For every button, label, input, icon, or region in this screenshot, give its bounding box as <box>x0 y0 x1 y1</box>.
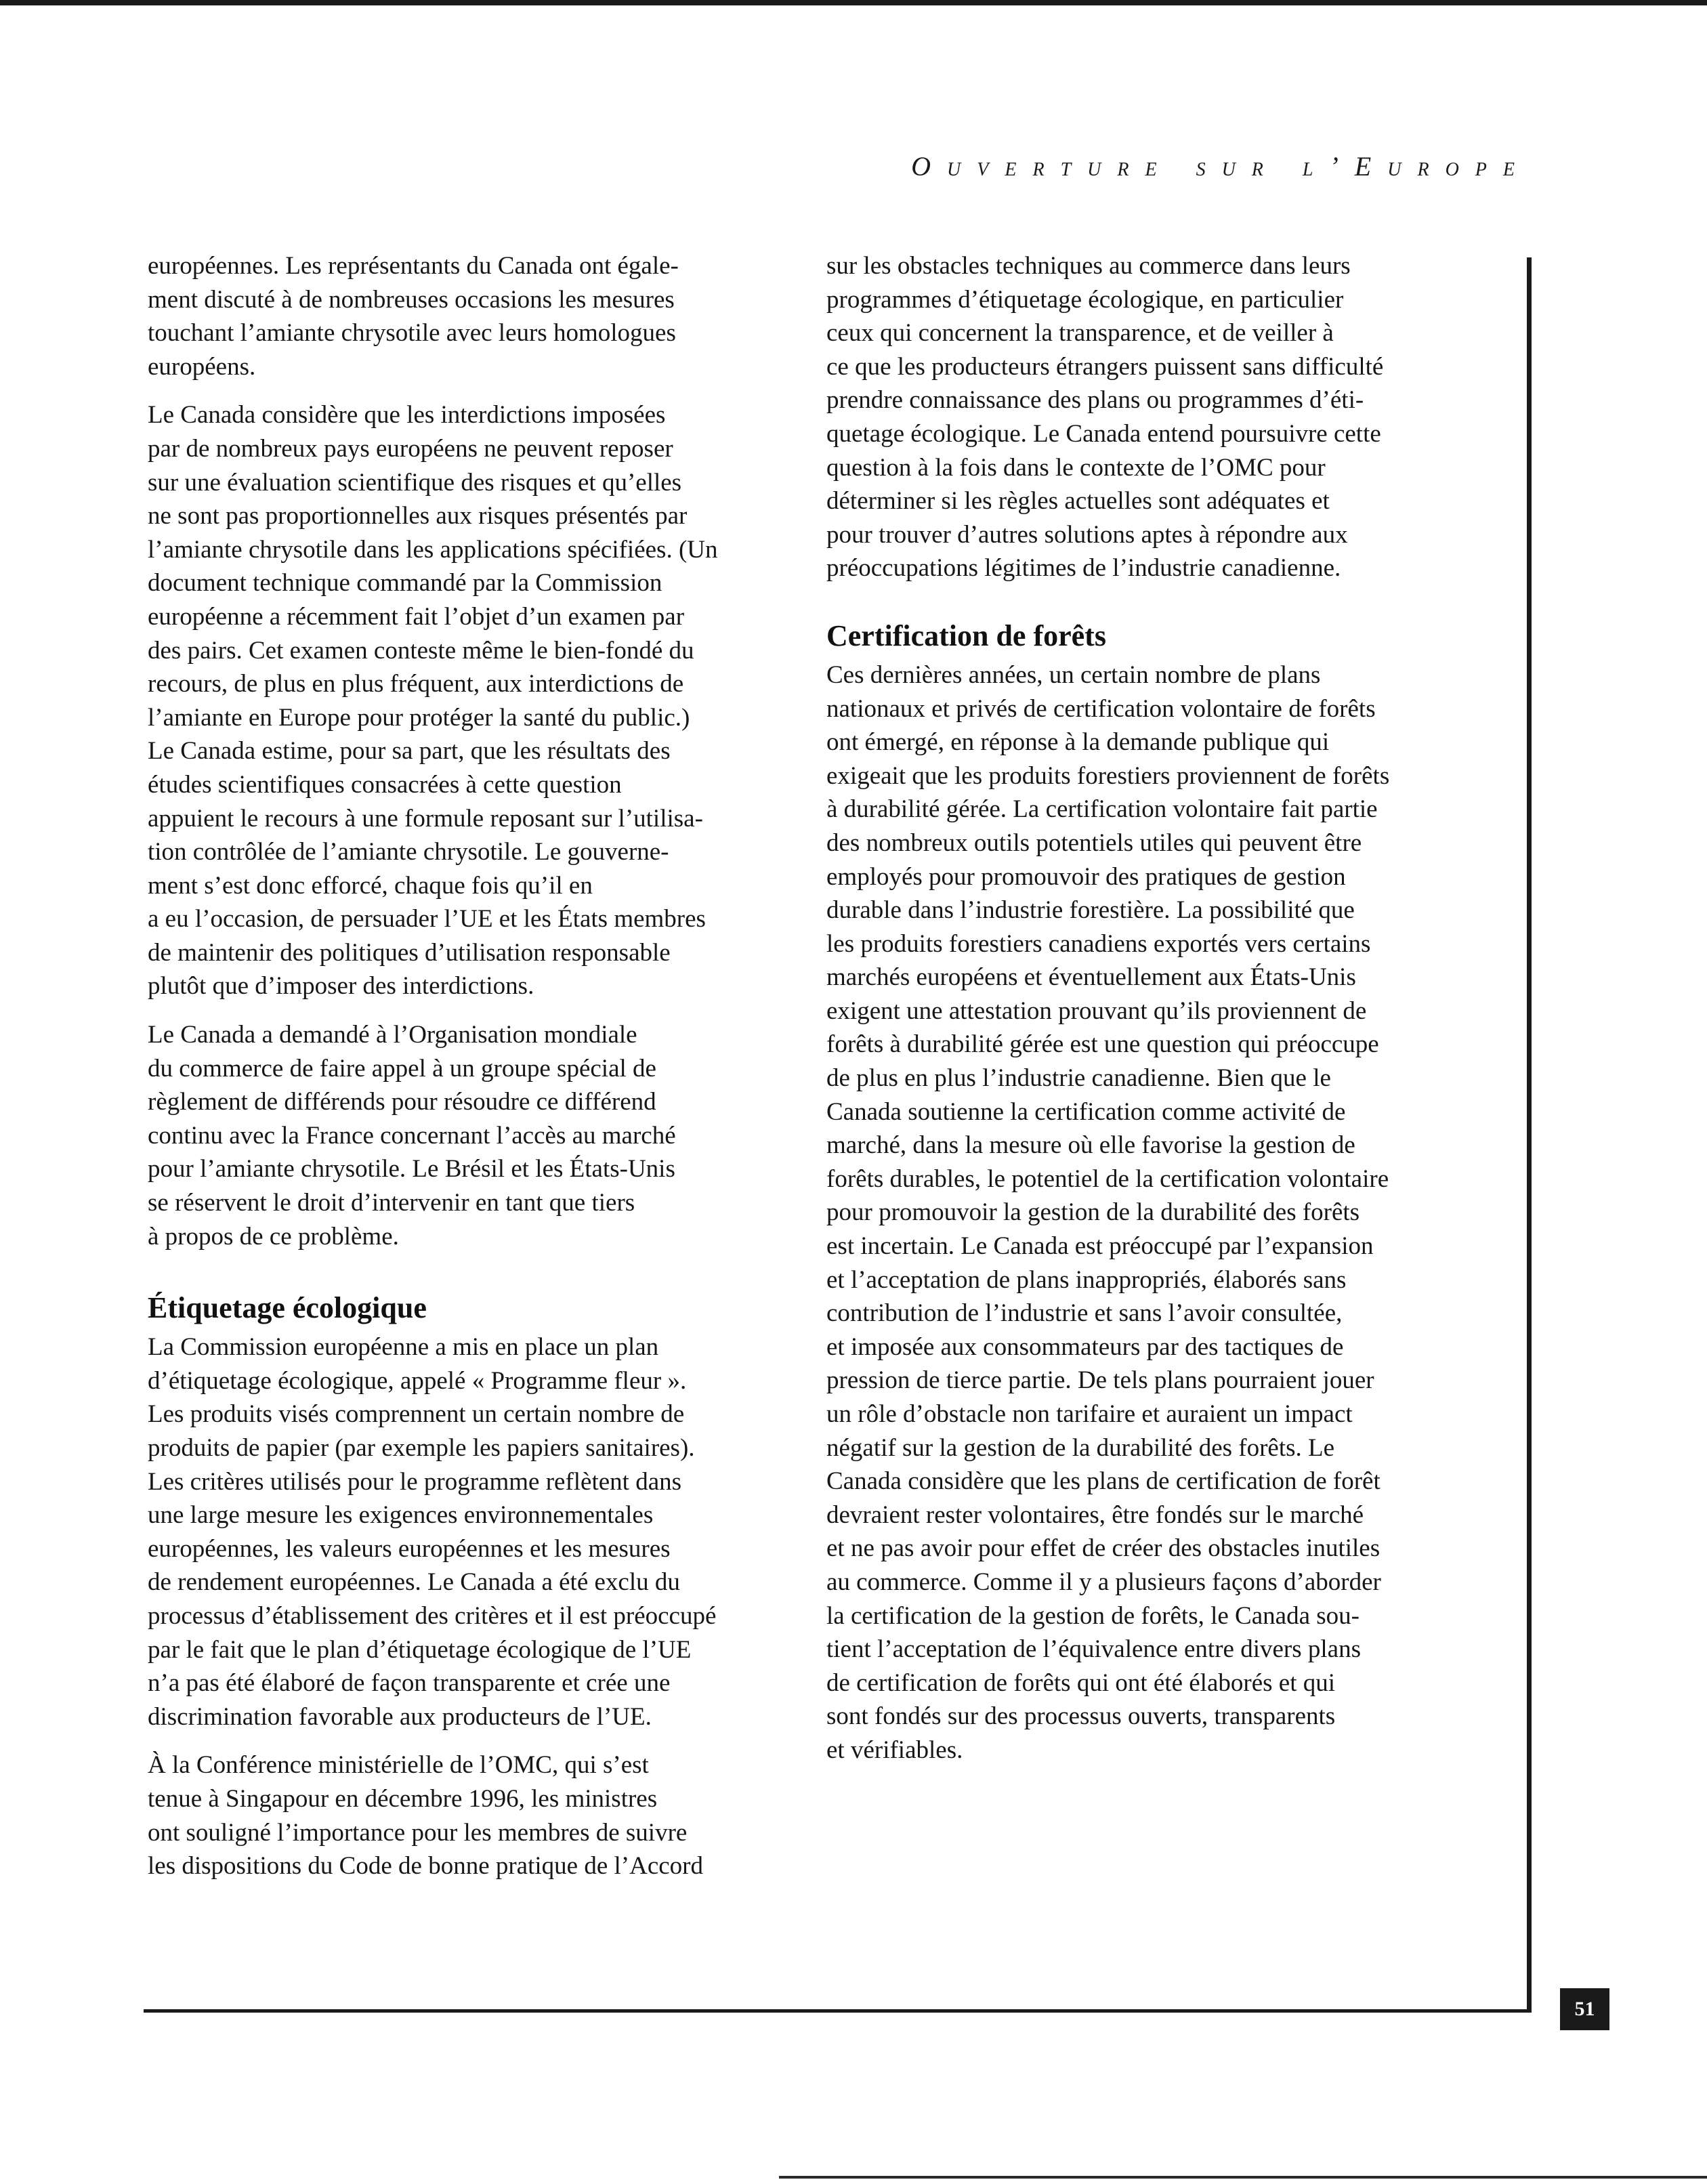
left-column <box>148 249 746 1898</box>
text-line: de certification de forêts qui ont été élaborés et qui <box>826 1668 1336 1697</box>
text-line: règlement de différends pour résoudre ce différend <box>148 1088 656 1116</box>
text-line: tenue à Singapour en décembre 1996, les ministres <box>148 1784 658 1813</box>
section-heading: Certification de forêts <box>826 618 1106 652</box>
text-line: Le Canada a demandé à l’Organisation mondiale <box>148 1021 637 1049</box>
text-line: européenne a récemment fait l’objet d’un examen par <box>148 602 685 631</box>
text-line: préoccupations légitimes de l’industrie canadienne. <box>826 554 1341 583</box>
text-line: du commerce de faire appel à un groupe spécial de <box>148 1054 656 1083</box>
text-line: durable dans l’industrie forestière. La possibilité que <box>826 896 1355 925</box>
text-line: Canada considère que les plans de certification de forêt <box>826 1467 1381 1496</box>
text-line: ont émergé, en réponse à la demande publique qui <box>826 728 1330 757</box>
text-line: Le Canada considère que les interdictions imposées <box>148 401 666 429</box>
text-line: discrimination favorable aux producteurs de l’UE. <box>148 1702 652 1731</box>
top-rule <box>0 0 1707 5</box>
text-line: ne sont pas proportionnelles aux risques présentés par <box>148 502 688 530</box>
text-line: de rendement européennes. Le Canada a été exclu du <box>148 1568 680 1597</box>
text-line: et ne pas avoir pour effet de créer des obstacles inutiles <box>826 1534 1381 1563</box>
text-line: sur une évaluation scientifique des risques et qu’elles <box>148 468 682 497</box>
text-line: continu avec la France concernant l’accès au marché <box>148 1121 676 1150</box>
text-line: de plus en plus l’industrie canadienne. Bien que le <box>826 1064 1331 1093</box>
text-line: tient l’acceptation de l’équivalence entre divers plans <box>826 1635 1361 1664</box>
paragraph <box>148 1018 746 1253</box>
text-line: la certification de la gestion de forêts, le Canada sou- <box>826 1601 1360 1630</box>
text-line: études scientifiques consacrées à cette question <box>148 770 622 799</box>
text-line: exigeait que les produits forestiers proviennent de forêts <box>826 761 1390 790</box>
text-line: se réservent le droit d’intervenir en tant que tiers <box>148 1189 635 1217</box>
text-line: sur les obstacles techniques au commerce dans leurs <box>826 252 1351 280</box>
text-line: et vérifiables. <box>826 1736 963 1764</box>
text-line: marché, dans la mesure où elle favorise la gestion de <box>826 1131 1355 1160</box>
paragraph <box>826 249 1422 585</box>
text-line: européennes. Les représentants du Canada ont égale- <box>148 252 679 280</box>
paragraph <box>148 1330 746 1734</box>
paragraph <box>148 1748 746 1883</box>
text-line: Les produits visés comprennent un certain nombre de <box>148 1400 685 1429</box>
text-line: au commerce. Comme il y a plusieurs façons d’aborder <box>826 1568 1381 1596</box>
text-line: nationaux et privés de certification volontaire de forêts <box>826 694 1376 723</box>
text-line: devraient rester volontaires, être fondés sur le marché <box>826 1500 1364 1529</box>
text-line: un rôle d’obstacle non tarifaire et auraient un impact <box>826 1400 1353 1428</box>
text-line: ce que les producteurs étrangers puissent sans difficulté <box>826 352 1384 381</box>
text-line: des pairs. Cet examen conteste même le bien-fondé du <box>148 636 694 665</box>
text-line: ment s’est donc efforcé, chaque fois qu’il en <box>148 871 593 900</box>
text-line: à propos de ce problème. <box>148 1222 399 1251</box>
horizontal-rule <box>144 2009 1532 2013</box>
text-line: exigent une attestation prouvant qu’ils proviennent de <box>826 996 1367 1025</box>
text-line: Ces dernières années, un certain nombre de plans <box>826 660 1321 689</box>
text-line: les produits forestiers canadiens exportés vers certains <box>826 929 1371 958</box>
text-line: recours, de plus en plus fréquent, aux interdictions de <box>148 670 684 698</box>
text-line: forêts durables, le potentiel de la certification volontaire <box>826 1164 1389 1193</box>
text-line: question à la fois dans le contexte de l’OMC pour <box>826 453 1326 482</box>
text-line: pour promouvoir la gestion de la durabilité des forêts <box>826 1198 1360 1227</box>
text-line: ceux qui concernent la transparence, et de veiller à <box>826 319 1334 348</box>
text-line: par le fait que le plan d’étiquetage écologique de l’UE <box>148 1635 692 1664</box>
text-line: produits de papier (par exemple les papiers sanitaires). <box>148 1434 695 1462</box>
text-line: européennes, les valeurs européennes et les mesures <box>148 1534 671 1563</box>
right-column <box>826 249 1422 1782</box>
text-line: forêts à durabilité gérée est une question qui préoccupe <box>826 1030 1379 1059</box>
vertical-rule <box>1527 257 1532 2012</box>
text-line: déterminer si les règles actuelles sont adéquates et <box>826 487 1330 516</box>
text-line: La Commission européenne a mis en place un plan <box>148 1333 659 1362</box>
text-line: employés pour promouvoir des pratiques de gestion <box>826 862 1346 891</box>
text-line: processus d’établissement des critères et il est préoccupé <box>148 1601 717 1630</box>
text-line: est incertain. Le Canada est préoccupé par l’expansion <box>826 1232 1374 1261</box>
text-line: Canada soutienne la certification comme activité de <box>826 1097 1346 1126</box>
text-line: pour trouver d’autres solutions aptes à répondre aux <box>826 520 1348 549</box>
text-line: ont souligné l’importance pour les membres de suivre <box>148 1818 688 1847</box>
text-line: plutôt que d’imposer des interdictions. <box>148 972 534 1001</box>
paragraph <box>826 658 1422 1767</box>
text-line: marchés européens et éventuellement aux États-Unis <box>826 963 1356 992</box>
text-line: quetage écologique. Le Canada entend poursuivre cette <box>826 419 1381 448</box>
text-line: a eu l’occasion, de persuader l’UE et les États membres <box>148 905 706 933</box>
text-line: pression de tierce partie. De tels plans pourraient jouer <box>826 1366 1374 1395</box>
text-line: À la Conférence ministérielle de l’OMC, qui s’est <box>148 1751 649 1780</box>
text-line: des nombreux outils potentiels utiles qui peuvent être <box>826 828 1362 857</box>
text-line: sont fondés sur des processus ouverts, transparents <box>826 1702 1336 1731</box>
text-line: prendre connaissance des plans ou programmes d’éti- <box>826 386 1364 415</box>
text-line: une large mesure les exigences environnementales <box>148 1501 654 1530</box>
text-line: contribution de l’industrie et sans l’avoir consultée, <box>826 1299 1343 1328</box>
bottom-rule <box>779 2176 1707 2179</box>
text-line: ment discuté à de nombreuses occasions les mesures <box>148 285 675 314</box>
text-line: européens. <box>148 352 256 381</box>
text-line: l’amiante en Europe pour protéger la santé du public.) <box>148 703 690 732</box>
text-line: et l’acceptation de plans inappropriés, élaborés sans <box>826 1265 1347 1294</box>
text-line: de maintenir des politiques d’utilisation responsable <box>148 938 671 967</box>
text-line: les dispositions du Code de bonne pratique de l’Accord <box>148 1852 703 1881</box>
section-heading: Étiquetage écologique <box>148 1291 427 1325</box>
text-line: programmes d’étiquetage écologique, en particulier <box>826 285 1344 314</box>
paragraph <box>148 249 746 383</box>
text-line: et imposée aux consommateurs par des tactiques de <box>826 1332 1344 1361</box>
paragraph <box>148 398 746 1003</box>
text-line: appuient le recours à une formule reposant sur l’utilisa- <box>148 804 703 833</box>
text-line: l’amiante chrysotile dans les applications spécifiées. (Un <box>148 535 718 564</box>
text-line: pour l’amiante chrysotile. Le Brésil et les États-Unis <box>148 1155 675 1183</box>
page-number: 51 <box>1560 1988 1609 2030</box>
running-header: Ouverture sur l’Europe <box>911 151 1531 182</box>
text-line: à durabilité gérée. La certification volontaire fait partie <box>826 795 1378 824</box>
text-line: par de nombreux pays européens ne peuvent reposer <box>148 434 673 463</box>
text-line: document technique commandé par la Commission <box>148 569 662 597</box>
text-line: tion contrôlée de l’amiante chrysotile. Le gouverne- <box>148 838 669 866</box>
text-line: touchant l’amiante chrysotile avec leurs homologues <box>148 319 676 348</box>
text-line: Le Canada estime, pour sa part, que les résultats des <box>148 737 671 765</box>
text-line: Les critères utilisés pour le programme reflètent dans <box>148 1467 682 1496</box>
text-line: négatif sur la gestion de la durabilité des forêts. Le <box>826 1433 1335 1462</box>
text-line: d’étiquetage écologique, appelé « Programme fleur ». <box>148 1366 687 1395</box>
text-line: n’a pas été élaboré de façon transparente et crée une <box>148 1669 671 1698</box>
